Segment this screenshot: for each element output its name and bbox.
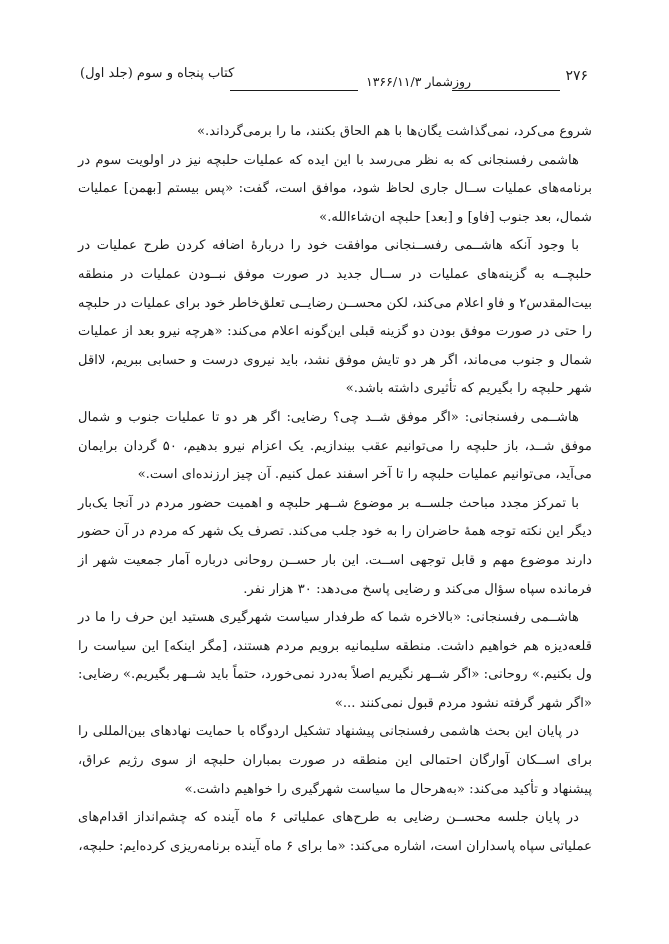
paragraph: در پایان جلسه محســن رضایی به طرح‌های عملیاتی ۶ ماه آینده که چشم‌انداز اقدام‌های عملیاتی سپاه پاسداران است، اشاره می‌کند: «ما برای ۶ ماه آینده برنامه‌ریزی کرده‌ایم: حلبچه، [78, 810, 592, 854]
paragraph: در پایان این بحث هاشمی رفسنجانی پیشنهاد تشکیل اردوگاه با حمایت نهادهای بین‌المللی را برای اســکان آوارگان احتمالی این منطقه در صورت بمباران حلبچه از سوی رژیم عراق، پیشنهاد و تأکید می‌کند: «به‌هرحال ما سیاست شهرگیری را خواهیم داشت.» [78, 724, 592, 797]
header-rule-left [230, 90, 358, 91]
paragraph: هاشــمی رفسنجانی: «بالاخره شما که طرفدار سیاست شهرگیری هستید این حرف را ما در قلعه‌دیزه هم خواهیم داشت. منطقه سلیمانیه برویم مردم هستند، [مگر اینکه] این سیاست را ول بکنیم.» روحانی: «اگر شــهر نگیریم اصلاً به‌درد نمی‌خورد، حتماً باید شــهر بگیریم.» رضایی: «اگر شهر گرفته نشود مردم قبول نمی‌کنند ...» [78, 610, 592, 711]
running-header [80, 66, 588, 92]
paragraph: هاشمی رفسنجانی که به نظر می‌رسد با این ایده که عملیات حلبچه نیز در اولویت سوم در برنامه‌های عملیات ســال جاری لحاظ شود، موافق است، گفت: «پس بیستم [بهمن] عملیات شمال، بعد جنوب [فاو] و [بعد] حلبچه ان‌شاءالله.» [78, 152, 592, 225]
paragraph: شروع می‌کرد، نمی‌گذاشت یگان‌ها با هم الحاق بکنند، ما را برمی‌گرداند.» [196, 124, 592, 139]
header-rule-right [452, 90, 560, 91]
book-title: کتاب پنجاه و سوم (جلد اول) [80, 66, 235, 81]
paragraph: با وجود آنکه هاشــمی رفســنجانی موافقت خود را دربارهٔ اضافه کردن طرح عملیات در حلبچــه به گزینه‌های عملیات در ســال جدید در صورت موفق نبــودن عملیات در منطقه بیت‌المقدس۲ و فاو اعلام می‌کند، لکن محســن رضایــی تعلق‌خاطر خود برای عملیات در حلبچه را حتی در صورت موفق بودن دو گزینه قبلی این‌گونه اعلام می‌کند: «هرچه نیرو بعد از عملیات شمال و جنوب می‌ماند، اگر هر دو تایش موفق نشد، باید نیروی درست و حسابی ببریم، لااقل شهر حلبچه را بگیریم که تأثیری داشته باشد.» [78, 238, 592, 397]
diary-date: روزشمار ۱۳۶۶/۱۱/۳ [366, 74, 472, 89]
paragraph: با تمرکز مجدد مباحث جلســه بر موضوع شــهر حلبچه و اهمیت حضور مردم در آنجا یک‌بار دیگر این نکته توجه همهٔ حاضران را به خود جلب می‌کند. تصرف یک شهر که مردم در آن حضور دارند موضوع مهم و قابل توجهی اســت. این بار حســن روحانی درباره آمار جمعیت شهر از فرمانده سپاه سؤال می‌کند و رضایی پاسخ می‌دهد: ۳۰ هزار نفر. [78, 495, 592, 597]
body-text [78, 118, 592, 861]
paragraph: هاشــمی رفسنجانی: «اگر موفق شــد چی؟ رضایی: اگر هر دو تا عملیات جنوب و شمال موفق شــد، باز حلبچه را می‌توانیم عقب بیندازیم. یک اعزام نیرو بدهیم، ۵۰ گردان برایمان می‌آید، می‌توانیم عملیات حلبچه را تا آخر اسفند عمل کنیم. آن چیز ارزنده‌ای است.» [78, 409, 592, 483]
page-number: ۲۷۶ [565, 68, 588, 84]
